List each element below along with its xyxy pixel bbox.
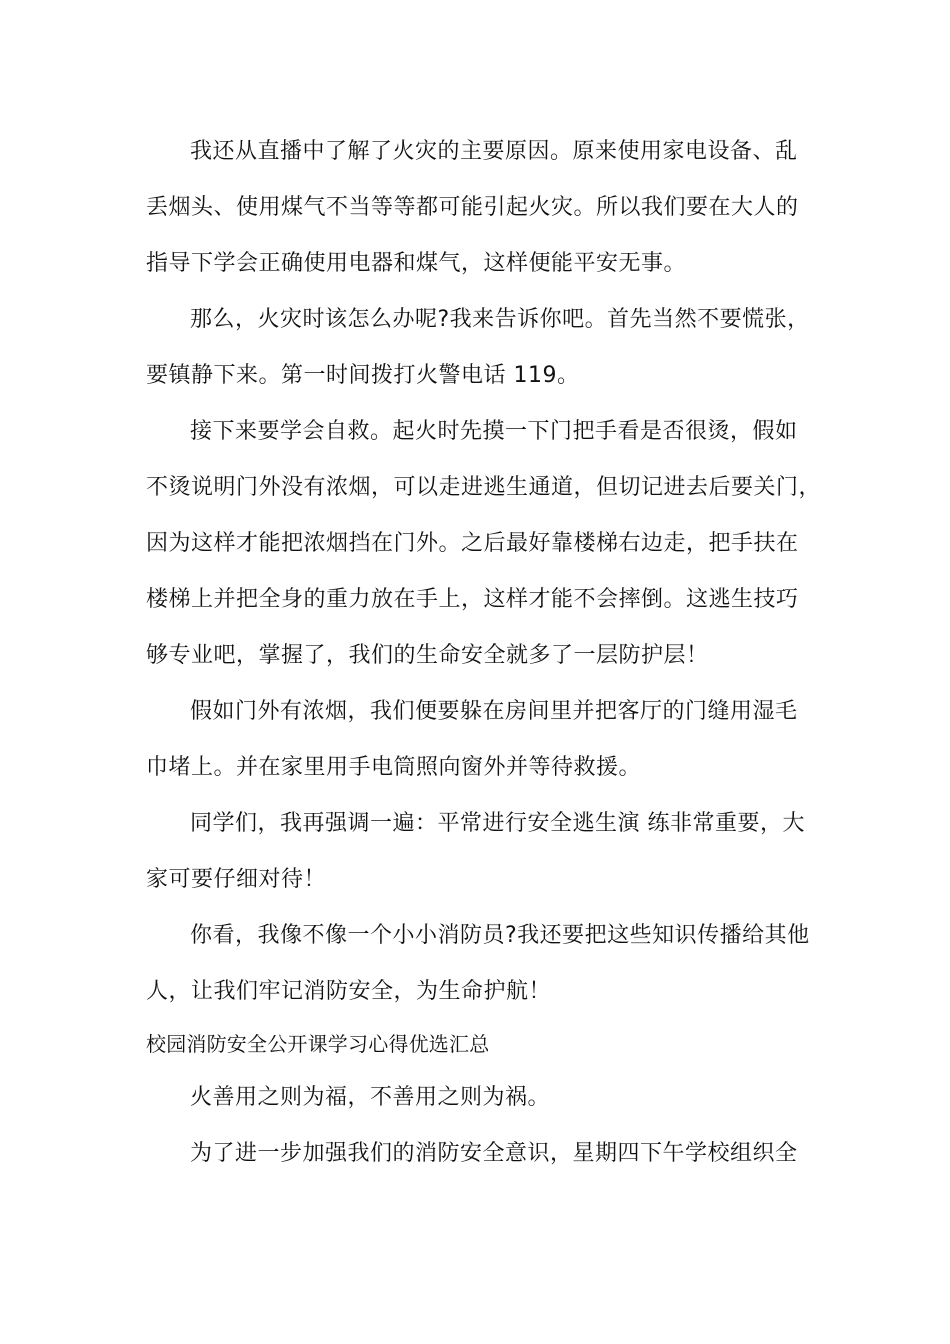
paragraph-line: 指导下学会正确使用电器和煤气，这样便能平安无事。 <box>146 251 687 276</box>
paragraph-line: 你看，我像不像一个小小消防员?我还要把这些知识传播给其他 <box>190 923 810 948</box>
paragraph-line: 那么，火灾时该怎么办呢?我来告诉你吧。首先当然不要慌张， <box>190 307 810 332</box>
paragraph-line: 丢烟头、使用煤气不当等等都可能引起火灾。所以我们要在大人的 <box>146 195 799 220</box>
paragraph-line: 假如门外有浓烟，我们便要躲在房间里并把客厅的门缝用湿毛 <box>190 699 798 724</box>
paragraph-line: 同学们，我再强调一遍：平常进行安全逃生演 练非常重要，大 <box>190 811 805 836</box>
paragraph-line: 要镇静下来。第一时间拨打火警电话 119。 <box>146 363 580 388</box>
section-heading: 校园消防安全公开课学习心得优选汇总 <box>146 1032 490 1056</box>
paragraph-line: 人，让我们牢记消防安全，为生命护航！ <box>146 979 552 1004</box>
paragraph-line: 家可要仔细对待！ <box>146 867 327 892</box>
paragraph-line: 接下来要学会自救。起火时先摸一下门把手看是否很烫，假如 <box>190 419 798 444</box>
paragraph-line: 够专业吧，掌握了，我们的生命安全就多了一层防护层！ <box>146 643 709 668</box>
paragraph-line: 楼梯上并把全身的重力放在手上，这样才能不会摔倒。这逃生技巧 <box>146 587 799 612</box>
paragraph-line: 我还从直播中了解了火灾的主要原因。原来使用家电设备、乱 <box>190 139 798 164</box>
paragraph-line: 为了进一步加强我们的消防安全意识，星期四下午学校组织全 <box>190 1141 798 1166</box>
paragraph-line: 巾堵上。并在家里用手电筒照向窗外并等待救援。 <box>146 755 642 780</box>
paragraph-line: 火善用之则为福，不善用之则为祸。 <box>190 1085 551 1110</box>
paragraph-line: 因为这样才能把浓烟挡在门外。之后最好靠楼梯右边走，把手扶在 <box>146 531 799 556</box>
paragraph-line: 不烫说明门外没有浓烟，可以走进逃生通道，但切记进去后要关门， <box>146 475 822 500</box>
